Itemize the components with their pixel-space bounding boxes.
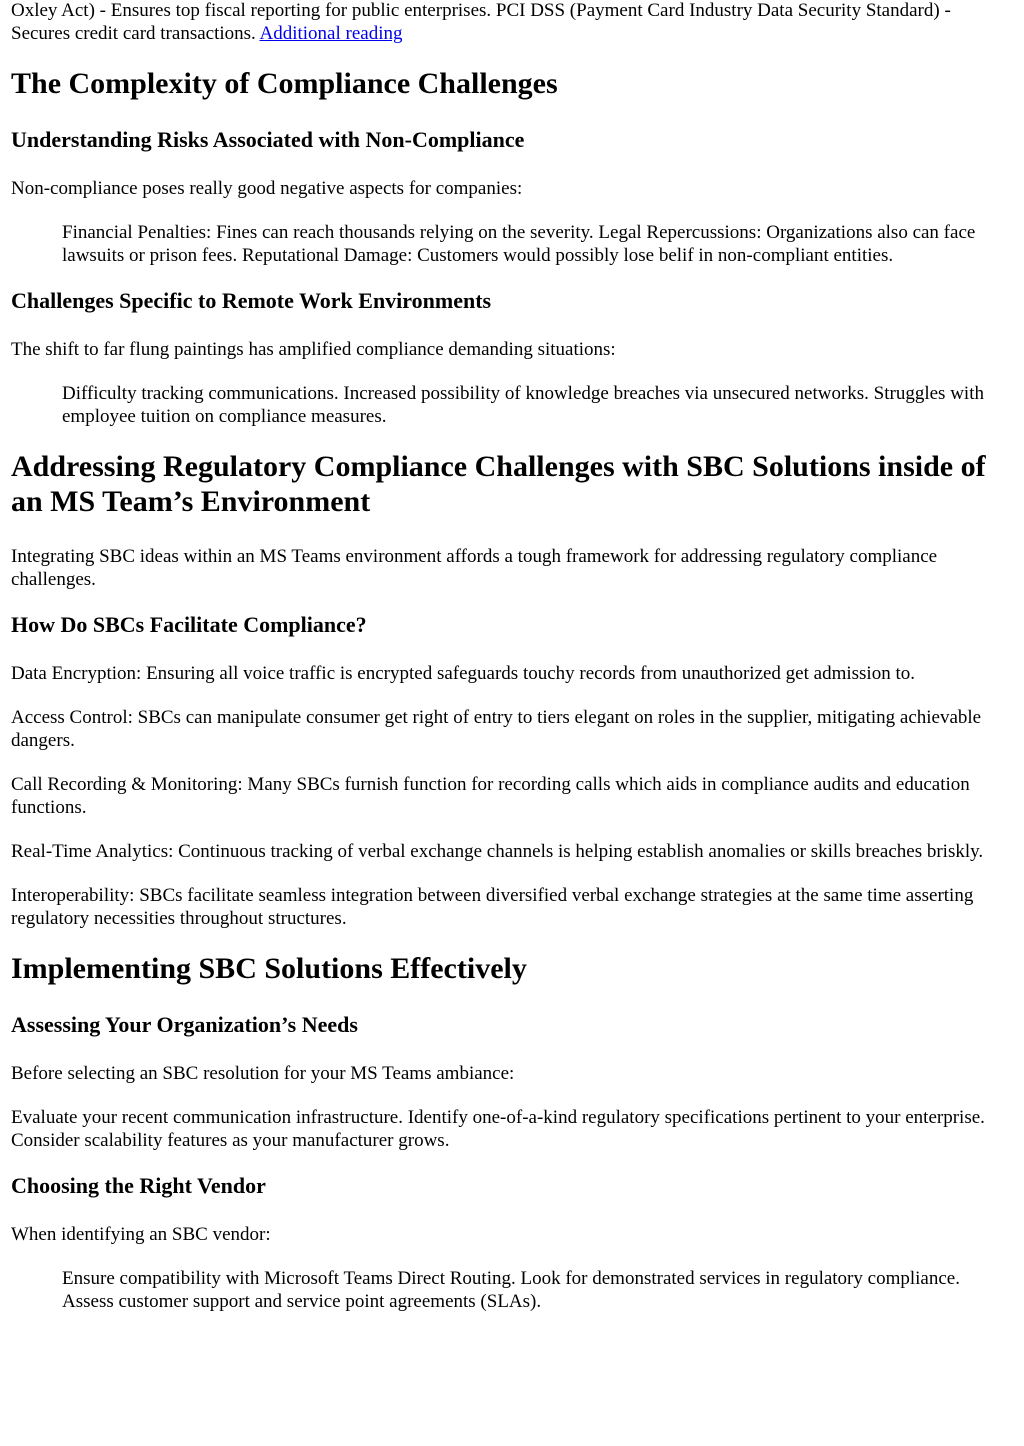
facilitate-item-encryption: Data Encryption: Ensuring all voice traffic is encrypted safeguards touchy records from unauthorized get admission to.: [11, 663, 915, 684]
vendor-lead: When identifying an SBC vendor:: [11, 1224, 271, 1245]
needs-body: Evaluate your recent communication infrastructure. Identify one-of-a-kind regulatory specifications pertinent to your enterprise. Consider scalability features as your manufacturer grows.: [11, 1107, 985, 1151]
facilitate-item-interoperability: Interoperability: SBCs facilitate seamless integration between diversified verbal exchange strategies at the same time asserting regulatory necessities throughout structures.: [11, 885, 974, 929]
additional-reading-link[interactable]: Additional reading: [259, 23, 403, 44]
heading-remote: Challenges Specific to Remote Work Environments: [11, 288, 492, 313]
heading-complexity: The Complexity of Compliance Challenges: [11, 67, 558, 100]
heading-addressing: Addressing Regulatory Compliance Challenges with SBC Solutions inside of an MS Team’s Environment: [11, 450, 986, 518]
addressing-lead: Integrating SBC ideas within an MS Teams environment affords a tough framework for addressing regulatory compliance challenges.: [11, 546, 938, 590]
risks-quote: Financial Penalties: Fines can reach thousands relying on the severity. Legal Repercussions: Organizations also can face lawsuits or prison fees. Reputational Damage: Customers would possibly lose belif in non-compliant entities.: [62, 222, 976, 266]
heading-implementing: Implementing SBC Solutions Effectively: [11, 952, 527, 985]
risks-lead: Non-compliance poses really good negative aspects for companies:: [11, 178, 523, 199]
heading-risks: Understanding Risks Associated with Non-Compliance: [11, 127, 525, 152]
vendor-quote: Ensure compatibility with Microsoft Teams Direct Routing. Look for demonstrated services in regulatory compliance. Assess customer support and service point agreements (SLAs).: [62, 1268, 960, 1312]
heading-vendor: Choosing the Right Vendor: [11, 1173, 266, 1198]
facilitate-item-access-control: Access Control: SBCs can manipulate consumer get right of entry to tiers elegant on roles in the supplier, mitigating achievable dangers.: [11, 707, 982, 751]
heading-facilitate: How Do SBCs Facilitate Compliance?: [11, 612, 367, 637]
remote-quote: Difficulty tracking communications. Increased possibility of knowledge breaches via unsecured networks. Struggles with employee tuition on compliance measures.: [62, 383, 984, 427]
needs-lead: Before selecting an SBC resolution for your MS Teams ambiance:: [11, 1063, 515, 1084]
intro-text: Oxley Act) - Ensures top fiscal reporting for public enterprises. PCI DSS (Payment Card Industry Data Security Standard) - Secures credit card transactions.: [11, 0, 951, 44]
remote-lead: The shift to far flung paintings has amplified compliance demanding situations:: [11, 339, 616, 360]
facilitate-item-analytics: Real-Time Analytics: Continuous tracking of verbal exchange channels is helping establish anomalies or skills breaches briskly.: [11, 841, 984, 862]
heading-needs: Assessing Your Organization’s Needs: [11, 1012, 358, 1037]
facilitate-item-call-recording: Call Recording & Monitoring: Many SBCs furnish function for recording calls which aids in compliance audits and education functions.: [11, 774, 970, 818]
intro-paragraph: [11, 0, 1014, 45]
